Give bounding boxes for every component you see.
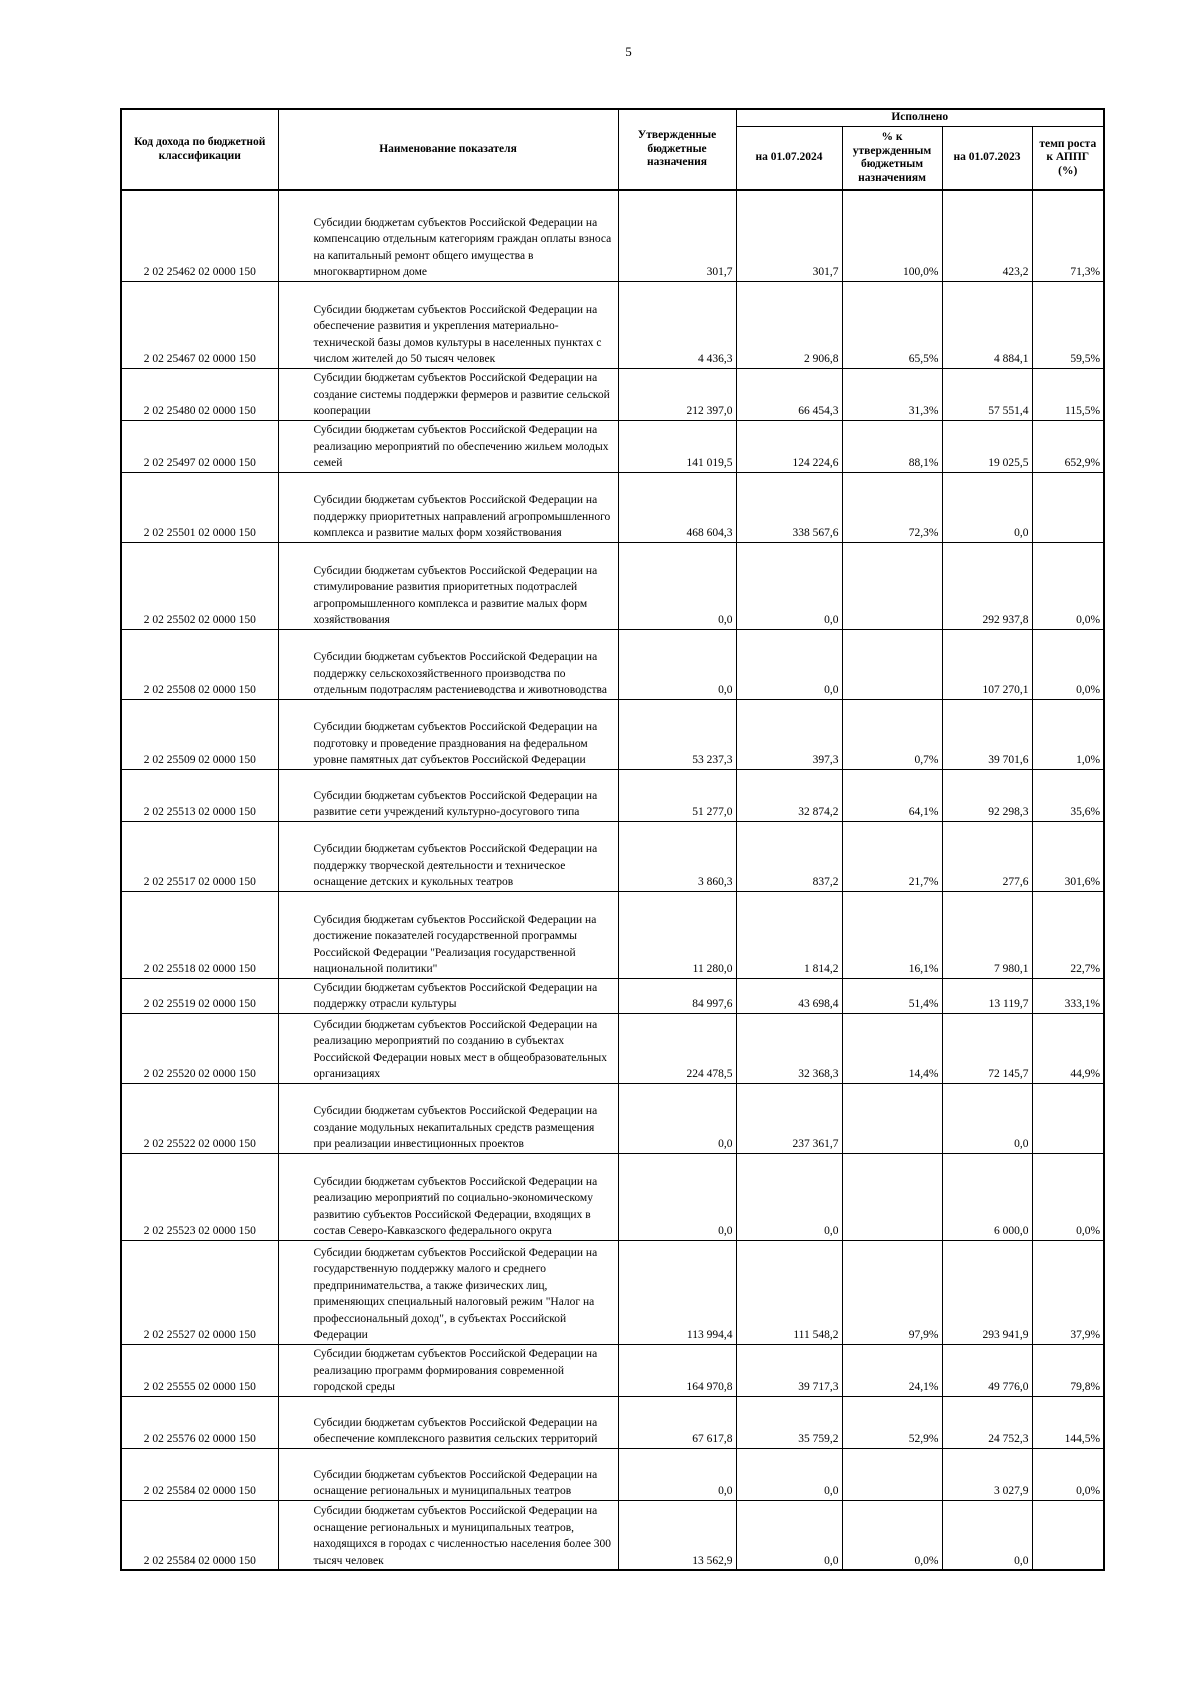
growth-rate-value: 115,5% <box>1032 368 1104 420</box>
percent-approved-value: 31,3% <box>842 368 942 420</box>
executed-2023-value: 293 941,9 <box>942 1240 1032 1344</box>
approved-value: 164 970,8 <box>618 1344 736 1396</box>
income-code: 2 02 25584 02 0000 150 <box>121 1500 278 1570</box>
executed-2024-value: 397,3 <box>736 699 842 769</box>
executed-2023-value: 92 298,3 <box>942 769 1032 821</box>
approved-value: 0,0 <box>618 629 736 699</box>
executed-2024-value: 301,7 <box>736 190 842 281</box>
income-code: 2 02 25523 02 0000 150 <box>121 1153 278 1240</box>
approved-value: 212 397,0 <box>618 368 736 420</box>
income-code: 2 02 25522 02 0000 150 <box>121 1083 278 1153</box>
percent-approved-value <box>842 1448 942 1500</box>
indicator-name: Субсидии бюджетам субъектов Российской Федерации на создание системы поддержки фермеров и развитие сельской кооперации <box>278 368 618 420</box>
approved-value: 0,0 <box>618 542 736 629</box>
indicator-name: Субсидии бюджетам субъектов Российской Федерации на стимулирование развития приоритетных подотраслей агропромышленного комплекса и развитие малых форм хозяйствования <box>278 542 618 629</box>
percent-approved-value: 72,3% <box>842 472 942 542</box>
table-row <box>121 1240 1104 1344</box>
income-code: 2 02 25467 02 0000 150 <box>121 281 278 368</box>
header-name: Наименование показателя <box>278 109 618 190</box>
growth-rate-value: 0,0% <box>1032 542 1104 629</box>
indicator-name: Субсидии бюджетам субъектов Российской Федерации на создание модульных некапитальных средств размещения при реализации инвестиционных проектов <box>278 1083 618 1153</box>
executed-2023-value: 13 119,7 <box>942 978 1032 1013</box>
budget-table <box>120 108 1105 1571</box>
percent-approved-value <box>842 1083 942 1153</box>
indicator-name: Субсидии бюджетам субъектов Российской Федерации на компенсацию отдельным категориям граждан оплаты взноса на капитальный ремонт общего имущества в многоквартирном доме <box>278 190 618 281</box>
indicator-name: Субсидии бюджетам субъектов Российской Федерации на обеспечение развития и укрепления материально-технической базы домов культуры в населенных пунктах с числом жителей до 50 тысяч человек <box>278 281 618 368</box>
executed-2024-value: 124 224,6 <box>736 420 842 472</box>
table-row <box>121 978 1104 1013</box>
indicator-name: Субсидии бюджетам субъектов Российской Федерации на обеспечение комплексного развития сельских территорий <box>278 1396 618 1448</box>
growth-rate-value: 71,3% <box>1032 190 1104 281</box>
percent-approved-value <box>842 542 942 629</box>
income-code: 2 02 25497 02 0000 150 <box>121 420 278 472</box>
executed-2024-value: 0,0 <box>736 629 842 699</box>
growth-rate-value: 333,1% <box>1032 978 1104 1013</box>
income-code: 2 02 25509 02 0000 150 <box>121 699 278 769</box>
header-growth: темп роста к АППГ (%) <box>1032 127 1104 191</box>
executed-2023-value: 0,0 <box>942 1083 1032 1153</box>
growth-rate-value: 59,5% <box>1032 281 1104 368</box>
percent-approved-value: 88,1% <box>842 420 942 472</box>
executed-2023-value: 0,0 <box>942 472 1032 542</box>
approved-value: 141 019,5 <box>618 420 736 472</box>
income-code: 2 02 25527 02 0000 150 <box>121 1240 278 1344</box>
table-row <box>121 368 1104 420</box>
growth-rate-value: 0,0% <box>1032 1153 1104 1240</box>
executed-2024-value: 0,0 <box>736 1500 842 1570</box>
indicator-name: Субсидии бюджетам субъектов Российской Федерации на реализацию мероприятий по социально-экономическому развитию субъектов Российской Федерации, входящих в состав Северо-Кавказского федерального округа <box>278 1153 618 1240</box>
percent-approved-value <box>842 629 942 699</box>
percent-approved-value: 16,1% <box>842 891 942 978</box>
executed-2024-value: 32 368,3 <box>736 1013 842 1083</box>
executed-2024-value: 35 759,2 <box>736 1396 842 1448</box>
growth-rate-value: 1,0% <box>1032 699 1104 769</box>
indicator-name: Субсидии бюджетам субъектов Российской Федерации на поддержку отрасли культуры <box>278 978 618 1013</box>
growth-rate-value: 37,9% <box>1032 1240 1104 1344</box>
income-code: 2 02 25520 02 0000 150 <box>121 1013 278 1083</box>
executed-2024-value: 837,2 <box>736 821 842 891</box>
income-code: 2 02 25584 02 0000 150 <box>121 1448 278 1500</box>
executed-2023-value: 72 145,7 <box>942 1013 1032 1083</box>
executed-2024-value: 32 874,2 <box>736 769 842 821</box>
indicator-name: Субсидии бюджетам субъектов Российской Федерации на оснащение региональных и муниципальных театров, находящихся в городах с численностью населения более 300 тысяч человек <box>278 1500 618 1570</box>
executed-2024-value: 338 567,6 <box>736 472 842 542</box>
table-row <box>121 1083 1104 1153</box>
executed-2024-value: 0,0 <box>736 1153 842 1240</box>
income-code: 2 02 25480 02 0000 150 <box>121 368 278 420</box>
indicator-name: Субсидии бюджетам субъектов Российской Федерации на поддержку творческой деятельности и техническое оснащение детских и кукольных театров <box>278 821 618 891</box>
table-row <box>121 1500 1104 1570</box>
indicator-name: Субсидии бюджетам субъектов Российской Федерации на поддержку сельскохозяйственного производства по отдельным подотраслям растениеводства и животноводства <box>278 629 618 699</box>
growth-rate-value: 301,6% <box>1032 821 1104 891</box>
approved-value: 224 478,5 <box>618 1013 736 1083</box>
header-approved: Утвержденные бюджетные назначения <box>618 109 736 190</box>
executed-2023-value: 57 551,4 <box>942 368 1032 420</box>
approved-value: 84 997,6 <box>618 978 736 1013</box>
indicator-name: Субсидия бюджетам субъектов Российской Федерации на достижение показателей государственной программы Российской Федерации "Реализация государственной национальной политики" <box>278 891 618 978</box>
income-code: 2 02 25513 02 0000 150 <box>121 769 278 821</box>
growth-rate-value: 144,5% <box>1032 1396 1104 1448</box>
growth-rate-value: 652,9% <box>1032 420 1104 472</box>
approved-value: 468 604,3 <box>618 472 736 542</box>
income-code: 2 02 25501 02 0000 150 <box>121 472 278 542</box>
percent-approved-value <box>842 1153 942 1240</box>
approved-value: 0,0 <box>618 1448 736 1500</box>
executed-2024-value: 237 361,7 <box>736 1083 842 1153</box>
approved-value: 4 436,3 <box>618 281 736 368</box>
executed-2023-value: 107 270,1 <box>942 629 1032 699</box>
growth-rate-value <box>1032 1083 1104 1153</box>
approved-value: 67 617,8 <box>618 1396 736 1448</box>
percent-approved-value: 14,4% <box>842 1013 942 1083</box>
growth-rate-value: 79,8% <box>1032 1344 1104 1396</box>
executed-2023-value: 39 701,6 <box>942 699 1032 769</box>
executed-2023-value: 24 752,3 <box>942 1396 1032 1448</box>
growth-rate-value <box>1032 472 1104 542</box>
table-row <box>121 629 1104 699</box>
table-row <box>121 1448 1104 1500</box>
income-code: 2 02 25462 02 0000 150 <box>121 190 278 281</box>
executed-2024-value: 66 454,3 <box>736 368 842 420</box>
table-row <box>121 821 1104 891</box>
executed-2024-value: 0,0 <box>736 542 842 629</box>
header-pct-approved: % к утвержденным бюджетным назначениям <box>842 127 942 191</box>
executed-2024-value: 111 548,2 <box>736 1240 842 1344</box>
page-number: 5 <box>625 44 632 59</box>
table-row <box>121 1396 1104 1448</box>
growth-rate-value: 0,0% <box>1032 629 1104 699</box>
table-row <box>121 542 1104 629</box>
approved-value: 13 562,9 <box>618 1500 736 1570</box>
approved-value: 53 237,3 <box>618 699 736 769</box>
executed-2023-value: 423,2 <box>942 190 1032 281</box>
percent-approved-value: 97,9% <box>842 1240 942 1344</box>
percent-approved-value: 100,0% <box>842 190 942 281</box>
executed-2023-value: 19 025,5 <box>942 420 1032 472</box>
income-code: 2 02 25576 02 0000 150 <box>121 1396 278 1448</box>
growth-rate-value: 22,7% <box>1032 891 1104 978</box>
executed-2023-value: 49 776,0 <box>942 1344 1032 1396</box>
executed-2024-value: 0,0 <box>736 1448 842 1500</box>
percent-approved-value: 51,4% <box>842 978 942 1013</box>
table-row <box>121 1344 1104 1396</box>
approved-value: 301,7 <box>618 190 736 281</box>
indicator-name: Субсидии бюджетам субъектов Российской Федерации на оснащение региональных и муниципальных театров <box>278 1448 618 1500</box>
table-row <box>121 190 1104 281</box>
executed-2023-value: 277,6 <box>942 821 1032 891</box>
income-code: 2 02 25508 02 0000 150 <box>121 629 278 699</box>
executed-2023-value: 0,0 <box>942 1500 1032 1570</box>
indicator-name: Субсидии бюджетам субъектов Российской Федерации на реализацию мероприятий по обеспечению жильем молодых семей <box>278 420 618 472</box>
growth-rate-value <box>1032 1500 1104 1570</box>
executed-2024-value: 39 717,3 <box>736 1344 842 1396</box>
indicator-name: Субсидии бюджетам субъектов Российской Федерации на реализацию программ формирования современной городской среды <box>278 1344 618 1396</box>
table-row <box>121 472 1104 542</box>
approved-value: 0,0 <box>618 1153 736 1240</box>
executed-2023-value: 292 937,8 <box>942 542 1032 629</box>
executed-2023-value: 3 027,9 <box>942 1448 1032 1500</box>
table-row <box>121 1153 1104 1240</box>
percent-approved-value: 24,1% <box>842 1344 942 1396</box>
approved-value: 11 280,0 <box>618 891 736 978</box>
percent-approved-value: 64,1% <box>842 769 942 821</box>
header-on-2024: на 01.07.2024 <box>736 127 842 191</box>
indicator-name: Субсидии бюджетам субъектов Российской Федерации на подготовку и проведение празднования на федеральном уровне памятных дат субъектов Российской Федерации <box>278 699 618 769</box>
indicator-name: Субсидии бюджетам субъектов Российской Федерации на реализацию мероприятий по созданию в субъектах Российской Федерации новых мест в общеобразовательных организациях <box>278 1013 618 1083</box>
percent-approved-value: 0,7% <box>842 699 942 769</box>
growth-rate-value: 35,6% <box>1032 769 1104 821</box>
approved-value: 51 277,0 <box>618 769 736 821</box>
income-code: 2 02 25518 02 0000 150 <box>121 891 278 978</box>
indicator-name: Субсидии бюджетам субъектов Российской Федерации на развитие сети учреждений культурно-досугового типа <box>278 769 618 821</box>
header-code: Код дохода по бюджетной классификации <box>121 109 278 190</box>
table-row <box>121 1013 1104 1083</box>
growth-rate-value: 0,0% <box>1032 1448 1104 1500</box>
income-code: 2 02 25517 02 0000 150 <box>121 821 278 891</box>
income-code: 2 02 25555 02 0000 150 <box>121 1344 278 1396</box>
table-row <box>121 281 1104 368</box>
approved-value: 3 860,3 <box>618 821 736 891</box>
indicator-name: Субсидии бюджетам субъектов Российской Федерации на поддержку приоритетных направлений агропромышленного комплекса и развитие малых форм хозяйствования <box>278 472 618 542</box>
executed-2024-value: 1 814,2 <box>736 891 842 978</box>
header-on-2023: на 01.07.2023 <box>942 127 1032 191</box>
percent-approved-value: 65,5% <box>842 281 942 368</box>
indicator-name: Субсидии бюджетам субъектов Российской Федерации на государственную поддержку малого и среднего предпринимательства, а также физических лиц, применяющих специальный налоговый режим "Налог на профессиональный доход", в субъектах Российской Федерации <box>278 1240 618 1344</box>
table-row <box>121 891 1104 978</box>
income-code: 2 02 25519 02 0000 150 <box>121 978 278 1013</box>
table-row <box>121 699 1104 769</box>
executed-2023-value: 7 980,1 <box>942 891 1032 978</box>
growth-rate-value: 44,9% <box>1032 1013 1104 1083</box>
income-code: 2 02 25502 02 0000 150 <box>121 542 278 629</box>
table-row <box>121 769 1104 821</box>
percent-approved-value: 0,0% <box>842 1500 942 1570</box>
percent-approved-value: 52,9% <box>842 1396 942 1448</box>
executed-2023-value: 4 884,1 <box>942 281 1032 368</box>
table-row <box>121 420 1104 472</box>
header-executed: Исполнено <box>736 109 1104 127</box>
approved-value: 113 994,4 <box>618 1240 736 1344</box>
executed-2024-value: 2 906,8 <box>736 281 842 368</box>
executed-2024-value: 43 698,4 <box>736 978 842 1013</box>
percent-approved-value: 21,7% <box>842 821 942 891</box>
approved-value: 0,0 <box>618 1083 736 1153</box>
executed-2023-value: 6 000,0 <box>942 1153 1032 1240</box>
